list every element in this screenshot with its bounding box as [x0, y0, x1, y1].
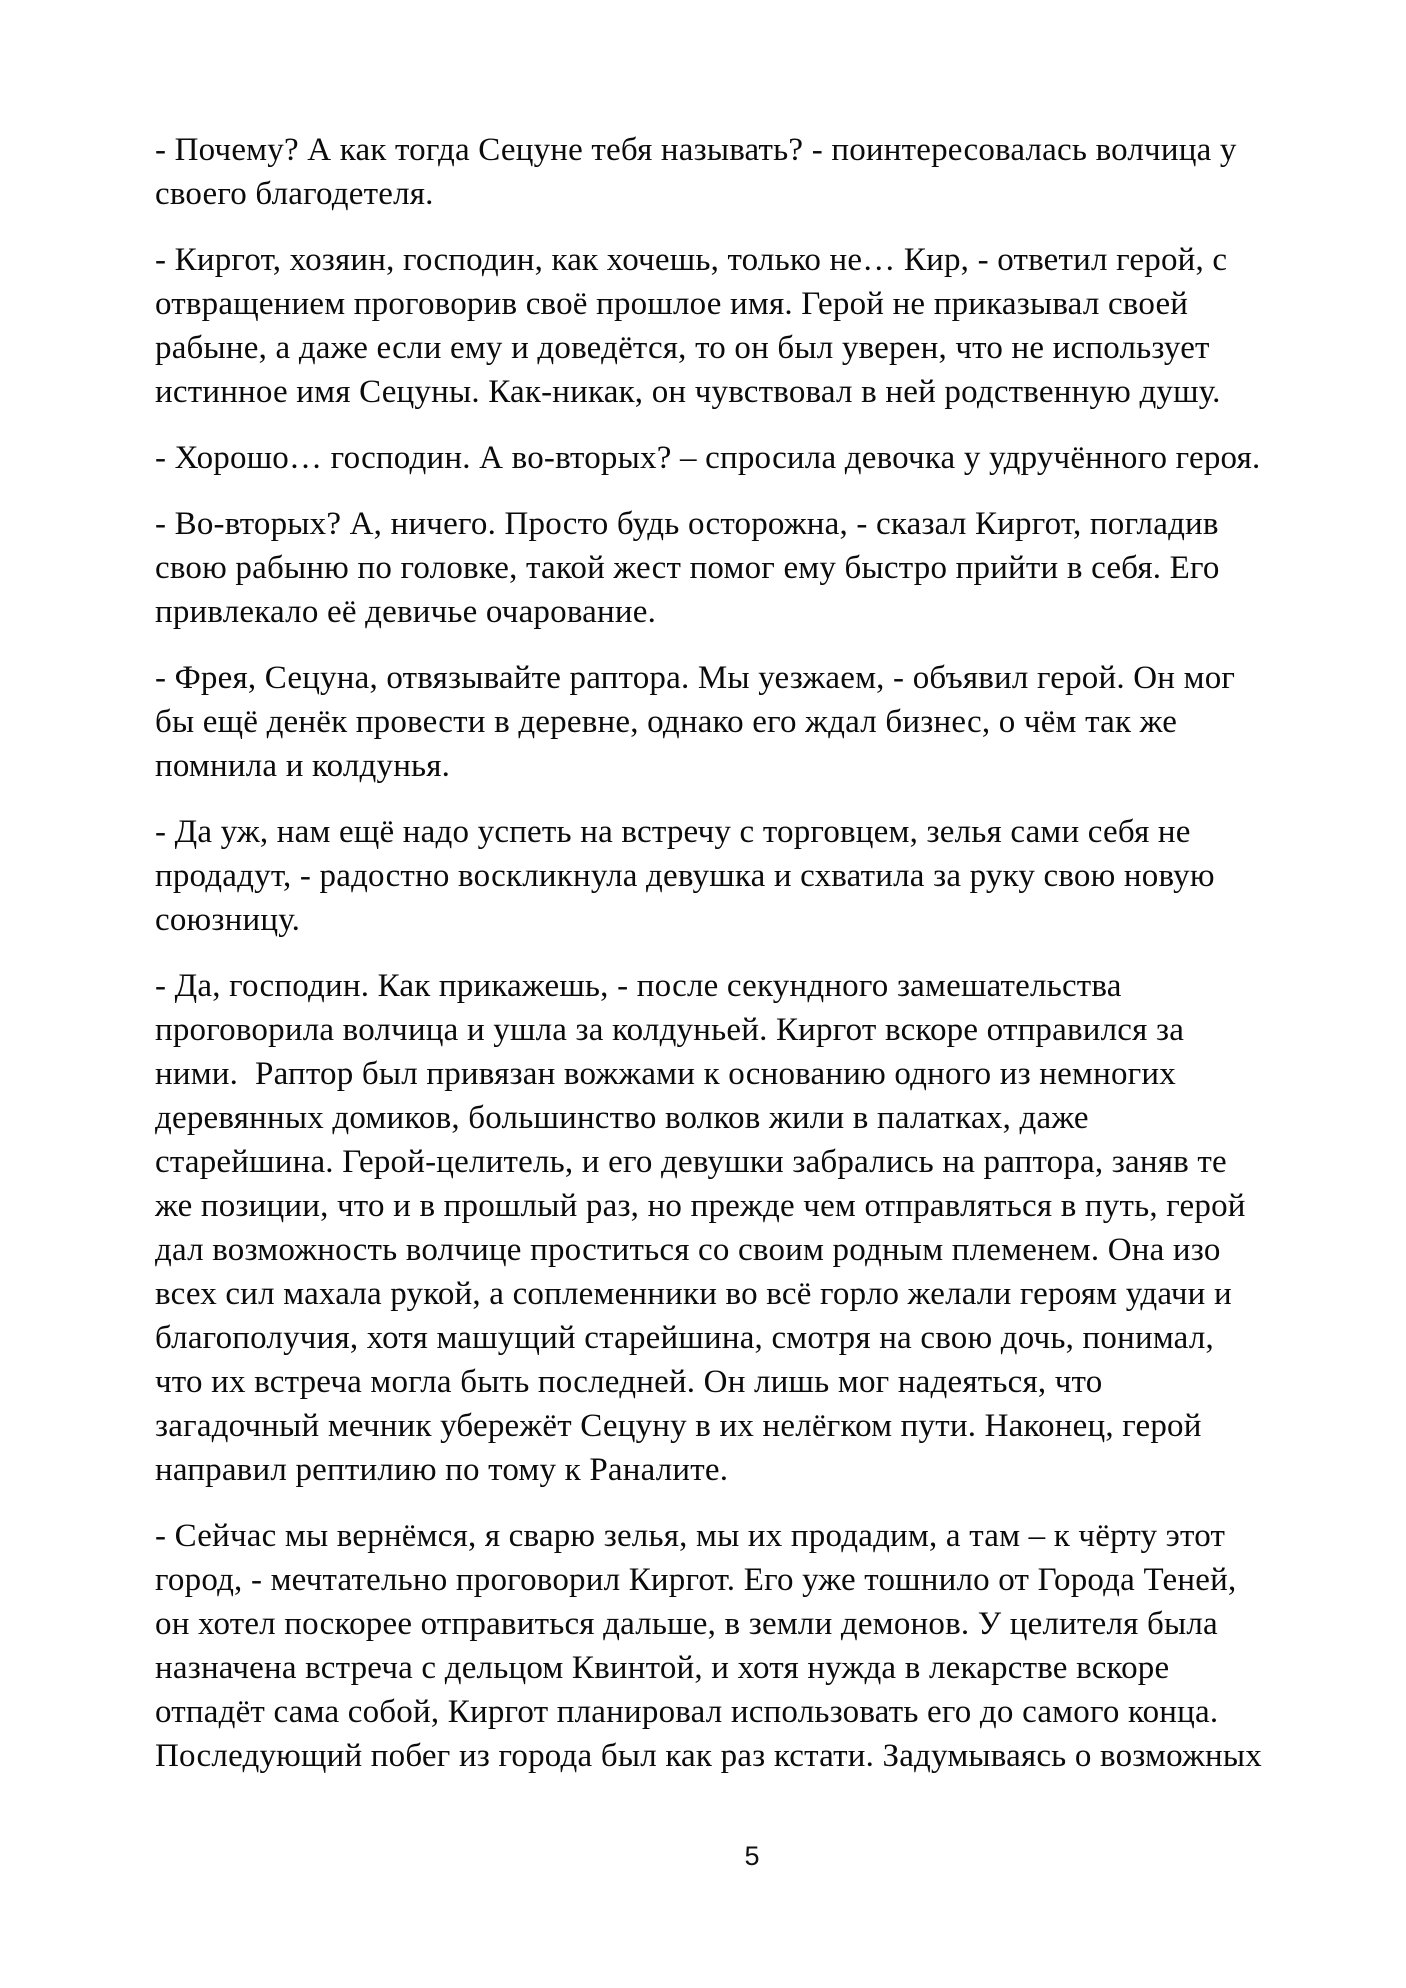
- text-line: союзницу.: [155, 902, 301, 938]
- paragraph: [155, 964, 1246, 1492]
- paragraph: [155, 502, 1220, 634]
- text-line: - Да уж, нам ещё надо успеть на встречу с торговцем, зелья сами себя не: [155, 814, 1191, 850]
- text-line: же позиции, что и в прошлый раз, но прежде чем отправляться в путь, герой: [155, 1188, 1246, 1224]
- paragraph: [155, 810, 1215, 942]
- text-line: загадочный мечник убережёт Сецуну в их нелёгком пути. Наконец, герой: [155, 1408, 1202, 1444]
- text-line: помнила и колдунья.: [155, 748, 451, 784]
- text-line: - Киргот, хозяин, господин, как хочешь, только не… Кир, - ответил герой, с: [155, 242, 1228, 278]
- text-line: Последующий побег из города был как раз кстати. Задумываясь о возможных: [155, 1738, 1262, 1774]
- paragraph: [155, 1514, 1262, 1778]
- text-line: он хотел поскорее отправиться дальше, в земли демонов. У целителя была: [155, 1606, 1218, 1642]
- text-line: направил рептилию по тому к Раналите.: [155, 1452, 729, 1488]
- page-number: 5: [744, 1841, 760, 1871]
- text-line: - Да, господин. Как прикажешь, - после секундного замешательства: [155, 968, 1122, 1004]
- paragraph: [155, 238, 1228, 414]
- text-line: - Во-вторых? А, ничего. Просто будь осторожна, - сказал Киргот, погладив: [155, 506, 1219, 542]
- text-line: продадут, - радостно воскликнула девушка и схватила за руку свою новую: [155, 858, 1215, 894]
- text-line: дал возможность волчице проститься со своим родным племенем. Она изо: [155, 1232, 1221, 1268]
- text-line: проговорила волчица и ушла за колдуньей. Киргот вскоре отправился за: [155, 1012, 1185, 1048]
- text-line: своего благодетеля.: [155, 176, 434, 212]
- text-line: - Почему? А как тогда Сецуне тебя называть? - поинтересовалась волчица у: [155, 132, 1237, 168]
- text-line: всех сил махала рукой, а соплеменники во всё горло желали героям удачи и: [155, 1276, 1232, 1312]
- text-line: благополучия, хотя машущий старейшина, смотря на свою дочь, понимал,: [155, 1320, 1214, 1356]
- text-line: свою рабыню по головке, такой жест помог ему быстро прийти в себя. Его: [155, 550, 1220, 586]
- text-line: ними. Раптор был привязан вожжами к основанию одного из немногих: [155, 1056, 1176, 1092]
- text-line: привлекало её девичье очарование.: [155, 594, 657, 630]
- text-line: - Фрея, Сецуна, отвязывайте раптора. Мы уезжаем, - объявил герой. Он мог: [155, 660, 1236, 696]
- text-line: назначена встреча с дельцом Квинтой, и хотя нужда в лекарстве вскоре: [155, 1650, 1170, 1686]
- text-line: истинное имя Сецуны. Как-никак, он чувствовал в ней родственную душу.: [155, 374, 1221, 410]
- text-line: город, - мечтательно проговорил Киргот. Его уже тошнило от Города Теней,: [155, 1562, 1237, 1598]
- text-line: старейшина. Герой-целитель, и его девушки забрались на раптора, заняв те: [155, 1144, 1227, 1180]
- paragraph: [155, 436, 1261, 480]
- text-line: рабыне, а даже если ему и доведётся, то он был уверен, что не использует: [155, 330, 1210, 366]
- body-text: [155, 128, 1262, 1800]
- text-line: бы ещё денёк провести в деревне, однако его ждал бизнес, о чём так же: [155, 704, 1178, 740]
- text-line: - Хорошо… господин. А во-вторых? – спросила девочка у удручённого героя.: [155, 440, 1261, 476]
- text-line: отвращением проговорив своё прошлое имя. Герой не приказывал своей: [155, 286, 1189, 322]
- paragraph: [155, 656, 1236, 788]
- text-line: - Сейчас мы вернёмся, я сварю зелья, мы их продадим, а там – к чёрту этот: [155, 1518, 1226, 1554]
- text-line: отпадёт сама собой, Киргот планировал использовать его до самого конца.: [155, 1694, 1219, 1730]
- paragraph: [155, 128, 1237, 216]
- text-line: деревянных домиков, большинство волков жили в палатках, даже: [155, 1100, 1089, 1136]
- text-line: что их встреча могла быть последней. Он лишь мог надеяться, что: [155, 1364, 1103, 1400]
